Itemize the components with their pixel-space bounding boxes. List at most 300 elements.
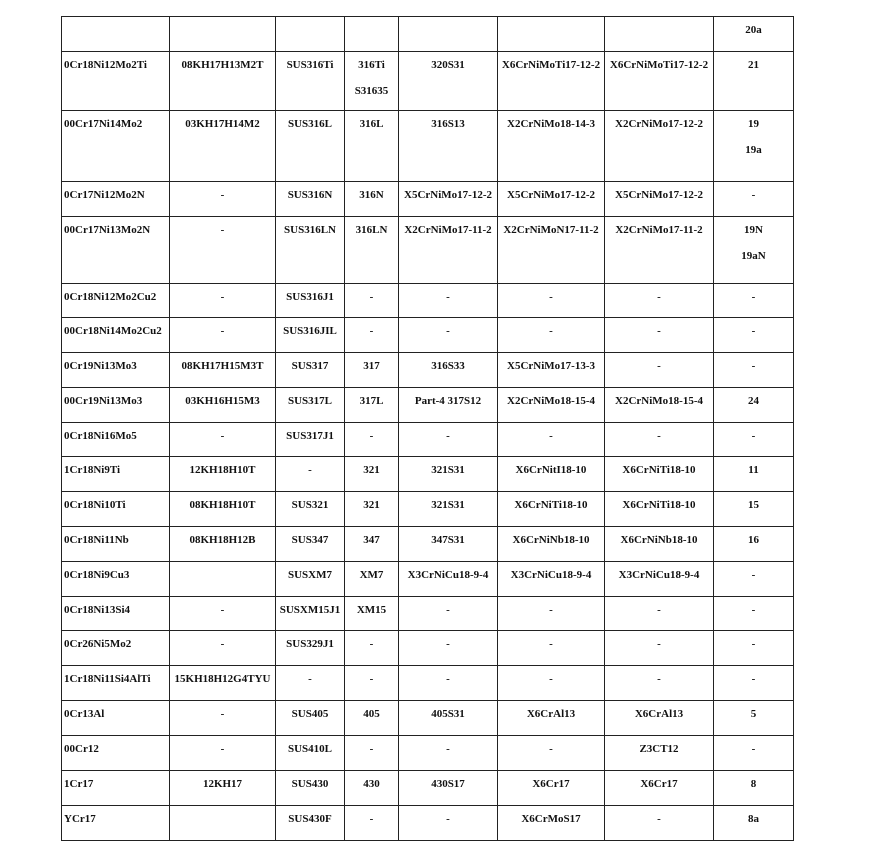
cell-text: 430S17 — [431, 778, 465, 790]
cell-text: X5CrNiMo17-12-2 — [615, 189, 703, 201]
cell-text: X6CrNiMoTi17-12-2 — [609, 59, 709, 71]
cell-text: - — [220, 325, 225, 337]
cell-text: X2CrNiMo18-15-4 — [507, 395, 595, 407]
cell-text: 316N — [359, 189, 384, 201]
equivalent-grade-cell — [399, 736, 498, 771]
cell-text: X6Cr17 — [640, 778, 678, 790]
cell-text: - — [549, 325, 553, 337]
cell-text: X2CrNiMoN17-11-2 — [503, 224, 599, 236]
cell-text: SUS316JIL — [283, 325, 337, 337]
equivalent-grade-cell — [345, 666, 399, 701]
grade-cell — [62, 17, 170, 52]
cell-text: - — [369, 430, 374, 442]
equivalent-grade-cell — [345, 492, 399, 527]
equivalent-grade-cell — [276, 284, 345, 318]
cell-text: 0Cr18Ni13Si4 — [64, 604, 130, 616]
cell-text: - — [549, 638, 553, 650]
equivalent-grade-cell — [345, 597, 399, 631]
equivalent-grade-cell — [276, 318, 345, 353]
equivalent-grade-cell — [714, 318, 794, 353]
cell-text: SUS317 — [291, 360, 329, 372]
table-row — [62, 388, 794, 423]
table-row — [62, 423, 794, 457]
cell-text: 320S31 — [431, 59, 465, 71]
cell-text: 0Cr26Ni5Mo2 — [64, 638, 132, 650]
cell-text: X5CrNiMo17-13-3 — [507, 360, 595, 372]
equivalent-grade-cell — [714, 562, 794, 597]
equivalent-grade-cell — [276, 388, 345, 423]
equivalent-grade-cell — [498, 284, 605, 318]
cell-text: 321 — [363, 464, 380, 476]
cell-text: - — [657, 325, 661, 337]
equivalent-grade-cell — [399, 52, 498, 111]
equivalent-grade-cell — [345, 736, 399, 771]
cell-text: - — [751, 673, 756, 685]
equivalent-grade-cell — [345, 217, 399, 284]
cell-text — [64, 17, 167, 43]
cell-text: - — [657, 638, 661, 650]
cell-text: X6Cr17 — [532, 778, 570, 790]
equivalent-grade-cell — [170, 701, 276, 736]
equivalent-grade-cell — [605, 562, 714, 597]
equivalent-grade-cell — [170, 353, 276, 388]
cell-text: - — [751, 430, 756, 442]
table-row — [62, 736, 794, 771]
cell-text: SUS329J1 — [286, 638, 334, 650]
equivalent-grade-cell — [170, 631, 276, 666]
equivalent-grade-cell — [170, 388, 276, 423]
cell-text: - — [220, 189, 225, 201]
cell-text: 11 — [748, 464, 759, 476]
cell-text: Z3CT12 — [639, 743, 679, 755]
equivalent-grade-cell — [605, 492, 714, 527]
equivalent-grade-cell — [399, 457, 498, 492]
cell-text: - — [220, 743, 225, 755]
equivalent-grade-cell — [170, 597, 276, 631]
cell-text: 15 — [748, 499, 759, 511]
equivalent-grade-cell — [605, 318, 714, 353]
equivalent-grade-cell — [605, 701, 714, 736]
cell-text: 08KH18H12B — [189, 534, 256, 546]
cell-text: 0Cr18Ni10Ti — [64, 499, 126, 511]
cell-text: SUS317L — [287, 395, 333, 407]
equivalent-grade-cell — [170, 423, 276, 457]
cell-text: 24 — [748, 395, 759, 407]
cell-text: - — [751, 743, 756, 755]
cell-text: - — [220, 708, 225, 720]
equivalent-grade-cell — [605, 217, 714, 284]
table-row — [62, 111, 794, 182]
cell-text: - — [369, 291, 374, 303]
table-row — [62, 457, 794, 492]
equivalent-grade-cell — [714, 388, 794, 423]
equivalent-grade-cell — [399, 527, 498, 562]
equivalent-grade-cell — [498, 423, 605, 457]
equivalent-grade-cell — [399, 217, 498, 284]
cell-text: - — [446, 638, 450, 650]
cell-text: 316S33 — [431, 360, 465, 372]
grade-cell — [62, 457, 170, 492]
cell-text: - — [549, 743, 553, 755]
table-row — [62, 527, 794, 562]
table-row — [62, 182, 794, 217]
equivalent-grade-cell — [345, 457, 399, 492]
cell-text: - — [369, 325, 374, 337]
cell-text: Part-4 317S12 — [414, 395, 482, 407]
steel-grade-comparison-table — [61, 16, 794, 841]
equivalent-grade-cell — [399, 562, 498, 597]
cell-text: 19aN — [741, 250, 766, 262]
equivalent-grade-cell — [345, 388, 399, 423]
table-row — [62, 284, 794, 318]
equivalent-grade-cell — [345, 17, 399, 52]
equivalent-grade-cell — [605, 631, 714, 666]
equivalent-grade-cell — [498, 666, 605, 701]
cell-text: 00Cr19Ni13Mo3 — [64, 395, 143, 407]
cell-text: X2CrNiMo17-12-2 — [615, 118, 703, 130]
equivalent-grade-cell — [498, 52, 605, 111]
equivalent-grade-cell — [345, 527, 399, 562]
cell-text: 19 — [748, 118, 759, 130]
cell-text: SUS316Ti — [286, 59, 334, 71]
equivalent-grade-cell — [345, 562, 399, 597]
equivalent-grade-cell — [170, 562, 276, 597]
grade-cell — [62, 353, 170, 388]
cell-text: 19a — [745, 144, 762, 156]
equivalent-grade-cell — [170, 217, 276, 284]
equivalent-grade-cell — [276, 17, 345, 52]
equivalent-grade-cell — [276, 111, 345, 182]
cell-text: X6CrNiNb18-10 — [512, 534, 590, 546]
cell-text: - — [751, 360, 756, 372]
cell-text: 321S31 — [431, 464, 465, 476]
grade-cell — [62, 666, 170, 701]
table-row — [62, 771, 794, 806]
cell-text: XM7 — [359, 569, 384, 581]
equivalent-grade-cell — [399, 806, 498, 841]
equivalent-grade-cell — [605, 284, 714, 318]
table-row — [62, 318, 794, 353]
cell-text: - — [751, 569, 756, 581]
equivalent-grade-cell — [498, 492, 605, 527]
grade-cell — [62, 701, 170, 736]
equivalent-grade-cell — [399, 771, 498, 806]
cell-text: - — [446, 325, 450, 337]
equivalent-grade-cell — [605, 111, 714, 182]
equivalent-grade-cell — [345, 182, 399, 217]
cell-text: X6CrNitI18-10 — [515, 464, 587, 476]
cell-text: 1Cr18Ni11Si4AlTi — [64, 673, 151, 685]
table-row — [62, 562, 794, 597]
equivalent-grade-cell — [714, 182, 794, 217]
equivalent-grade-cell — [276, 771, 345, 806]
cell-text: 12KH18H10T — [189, 464, 256, 476]
cell-text: SUS430F — [288, 813, 332, 825]
cell-text: 321 — [363, 499, 380, 511]
cell-text: - — [657, 291, 661, 303]
cell-text: 21 — [748, 59, 759, 71]
cell-text: 405S31 — [431, 708, 465, 720]
equivalent-grade-cell — [276, 666, 345, 701]
cell-text: 08KH17H15M3T — [181, 360, 264, 372]
cell-text — [172, 562, 273, 588]
cell-text — [607, 17, 711, 43]
equivalent-grade-cell — [605, 423, 714, 457]
equivalent-grade-cell — [276, 353, 345, 388]
equivalent-grade-cell — [498, 457, 605, 492]
grade-cell — [62, 736, 170, 771]
equivalent-grade-cell — [605, 736, 714, 771]
cell-text: 0Cr18Ni16Mo5 — [64, 430, 137, 442]
cell-text: X5CrNiMo17-12-2 — [507, 189, 595, 201]
equivalent-grade-cell — [498, 736, 605, 771]
equivalent-grade-cell — [498, 527, 605, 562]
equivalent-grade-cell — [399, 182, 498, 217]
cell-text: 321S31 — [431, 499, 465, 511]
cell-text: X2CrNiMo18-14-3 — [507, 118, 595, 130]
cell-text — [500, 17, 602, 43]
table-row — [62, 353, 794, 388]
cell-text: 20a — [745, 24, 762, 36]
grade-cell — [62, 492, 170, 527]
cell-text: 12KH17 — [202, 778, 243, 790]
equivalent-grade-cell — [498, 701, 605, 736]
cell-text: 03KH16H15M3 — [185, 395, 260, 407]
cell-text: - — [657, 673, 661, 685]
equivalent-grade-cell — [498, 318, 605, 353]
table-row — [62, 701, 794, 736]
grade-cell — [62, 562, 170, 597]
cell-text: 347S31 — [431, 534, 465, 546]
cell-text: - — [657, 360, 661, 372]
cell-text: SUS430 — [291, 778, 329, 790]
cell-text: - — [549, 604, 553, 616]
equivalent-grade-cell — [345, 318, 399, 353]
cell-text: X2CrNiMo17-11-2 — [615, 224, 703, 236]
equivalent-grade-cell — [399, 701, 498, 736]
equivalent-grade-cell — [714, 631, 794, 666]
equivalent-grade-cell — [276, 631, 345, 666]
equivalent-grade-cell — [498, 388, 605, 423]
table-body — [62, 17, 794, 841]
equivalent-grade-cell — [714, 736, 794, 771]
equivalent-grade-cell — [170, 111, 276, 182]
cell-text: 00Cr12 — [64, 743, 99, 755]
cell-text: 430 — [363, 778, 380, 790]
equivalent-grade-cell — [714, 771, 794, 806]
grade-cell — [62, 284, 170, 318]
cell-text — [172, 17, 273, 43]
equivalent-grade-cell — [399, 318, 498, 353]
equivalent-grade-cell — [399, 284, 498, 318]
cell-text: - — [549, 291, 553, 303]
equivalent-grade-cell — [399, 17, 498, 52]
cell-text: SUS316LN — [284, 224, 336, 236]
cell-text: - — [657, 430, 661, 442]
cell-text: 19N — [744, 224, 763, 236]
cell-text: X3CrNiCu18-9-4 — [618, 569, 700, 581]
equivalent-grade-cell — [605, 17, 714, 52]
cell-text: - — [446, 291, 450, 303]
cell-text: - — [549, 673, 553, 685]
equivalent-grade-cell — [714, 284, 794, 318]
equivalent-grade-cell — [345, 353, 399, 388]
cell-text: X5CrNiMo17-12-2 — [404, 189, 492, 201]
cell-text — [401, 17, 495, 43]
cell-text: 15KH18H12G4TYU — [174, 673, 271, 685]
equivalent-grade-cell — [498, 597, 605, 631]
cell-text: 5 — [750, 708, 757, 720]
cell-text: SUS410L — [287, 743, 333, 755]
cell-text: - — [369, 813, 374, 825]
cell-text: 347 — [363, 534, 380, 546]
equivalent-grade-cell — [276, 423, 345, 457]
table-row — [62, 52, 794, 111]
cell-text: - — [549, 430, 553, 442]
equivalent-grade-cell — [399, 666, 498, 701]
cell-text: 405 — [363, 708, 380, 720]
equivalent-grade-cell — [498, 771, 605, 806]
grade-cell — [62, 388, 170, 423]
cell-text: 0Cr18Ni12Mo2Cu2 — [64, 291, 157, 303]
cell-text: - — [220, 291, 225, 303]
cell-text: 08KH17H13M2T — [181, 59, 264, 71]
grade-cell — [62, 111, 170, 182]
grade-cell — [62, 771, 170, 806]
equivalent-grade-cell — [345, 701, 399, 736]
equivalent-grade-cell — [399, 388, 498, 423]
equivalent-grade-cell — [276, 701, 345, 736]
cell-text: X6CrMoS17 — [521, 813, 581, 825]
equivalent-grade-cell — [276, 182, 345, 217]
equivalent-grade-cell — [714, 701, 794, 736]
cell-text: 0Cr18Ni11Nb — [64, 534, 129, 546]
cell-text: X6CrAl13 — [634, 708, 684, 720]
grade-cell — [62, 182, 170, 217]
equivalent-grade-cell — [276, 52, 345, 111]
cell-text: YCr17 — [64, 813, 96, 825]
cell-text: 0Cr13Al — [64, 708, 105, 720]
grade-cell — [62, 318, 170, 353]
equivalent-grade-cell — [276, 492, 345, 527]
cell-text: - — [308, 673, 312, 685]
equivalent-grade-cell — [276, 562, 345, 597]
equivalent-grade-cell — [714, 527, 794, 562]
equivalent-grade-cell — [498, 353, 605, 388]
cell-text: X6CrNiMoTi17-12-2 — [501, 59, 601, 71]
equivalent-grade-cell — [399, 597, 498, 631]
equivalent-grade-cell — [399, 111, 498, 182]
cell-text: 00Cr18Ni14Mo2Cu2 — [64, 325, 162, 337]
grade-cell — [62, 423, 170, 457]
equivalent-grade-cell — [170, 17, 276, 52]
cell-text: X2CrNiMo17-11-2 — [404, 224, 492, 236]
equivalent-grade-cell — [170, 492, 276, 527]
equivalent-grade-cell — [498, 217, 605, 284]
table-row — [62, 217, 794, 284]
cell-text: XM15 — [356, 604, 387, 616]
equivalent-grade-cell — [605, 527, 714, 562]
equivalent-grade-cell — [170, 457, 276, 492]
cell-text: SUS316J1 — [286, 291, 334, 303]
equivalent-grade-cell — [345, 52, 399, 111]
cell-text: - — [369, 638, 374, 650]
cell-text: X2CrNiMo18-15-4 — [615, 395, 703, 407]
cell-text: 1Cr18Ni9Ti — [64, 464, 121, 476]
equivalent-grade-cell — [714, 217, 794, 284]
equivalent-grade-cell — [714, 666, 794, 701]
equivalent-grade-cell — [170, 52, 276, 111]
cell-text: - — [308, 464, 312, 476]
equivalent-grade-cell — [498, 562, 605, 597]
table-row — [62, 17, 794, 52]
equivalent-grade-cell — [399, 353, 498, 388]
cell-text: X6CrNiTi18-10 — [622, 499, 696, 511]
equivalent-grade-cell — [399, 631, 498, 666]
cell-text: 0Cr17Ni12Mo2N — [64, 189, 145, 201]
cell-text: SUS317J1 — [286, 430, 334, 442]
equivalent-grade-cell — [498, 806, 605, 841]
cell-text: - — [446, 813, 450, 825]
equivalent-grade-cell — [605, 666, 714, 701]
cell-text: - — [751, 325, 756, 337]
equivalent-grade-cell — [170, 666, 276, 701]
equivalent-grade-cell — [714, 353, 794, 388]
cell-text: SUSXM7 — [287, 569, 332, 581]
equivalent-grade-cell — [498, 182, 605, 217]
equivalent-grade-cell — [276, 217, 345, 284]
cell-text: SUS347 — [291, 534, 329, 546]
equivalent-grade-cell — [345, 111, 399, 182]
cell-text: SUS316L — [287, 118, 333, 130]
cell-text: SUSXM15J1 — [279, 604, 341, 616]
cell-text: 316Ti — [358, 59, 385, 71]
equivalent-grade-cell — [276, 806, 345, 841]
cell-text: - — [446, 604, 450, 616]
cell-text: X6CrNiNb18-10 — [620, 534, 698, 546]
equivalent-grade-cell — [170, 318, 276, 353]
equivalent-grade-cell — [605, 457, 714, 492]
grade-cell — [62, 52, 170, 111]
table-row — [62, 806, 794, 841]
equivalent-grade-cell — [276, 597, 345, 631]
cell-text: 0Cr18Ni9Cu3 — [64, 569, 130, 581]
grade-cell — [62, 631, 170, 666]
equivalent-grade-cell — [498, 17, 605, 52]
equivalent-grade-cell — [345, 284, 399, 318]
equivalent-grade-cell — [276, 527, 345, 562]
grade-cell — [62, 217, 170, 284]
equivalent-grade-cell — [498, 111, 605, 182]
cell-text: - — [751, 291, 756, 303]
grade-cell — [62, 597, 170, 631]
cell-text: 316S13 — [431, 118, 465, 130]
cell-text: X6CrAl13 — [526, 708, 576, 720]
equivalent-grade-cell — [399, 492, 498, 527]
cell-text: 0Cr18Ni12Mo2Ti — [64, 59, 147, 71]
equivalent-grade-cell — [605, 806, 714, 841]
equivalent-grade-cell — [605, 388, 714, 423]
cell-text: 8 — [750, 778, 757, 790]
equivalent-grade-cell — [714, 423, 794, 457]
equivalent-grade-cell — [276, 457, 345, 492]
cell-text: X3CrNiCu18-9-4 — [510, 569, 592, 581]
cell-text: X6CrNiTi18-10 — [514, 499, 588, 511]
equivalent-grade-cell — [345, 423, 399, 457]
equivalent-grade-cell — [498, 631, 605, 666]
equivalent-grade-cell — [714, 17, 794, 52]
equivalent-grade-cell — [345, 631, 399, 666]
